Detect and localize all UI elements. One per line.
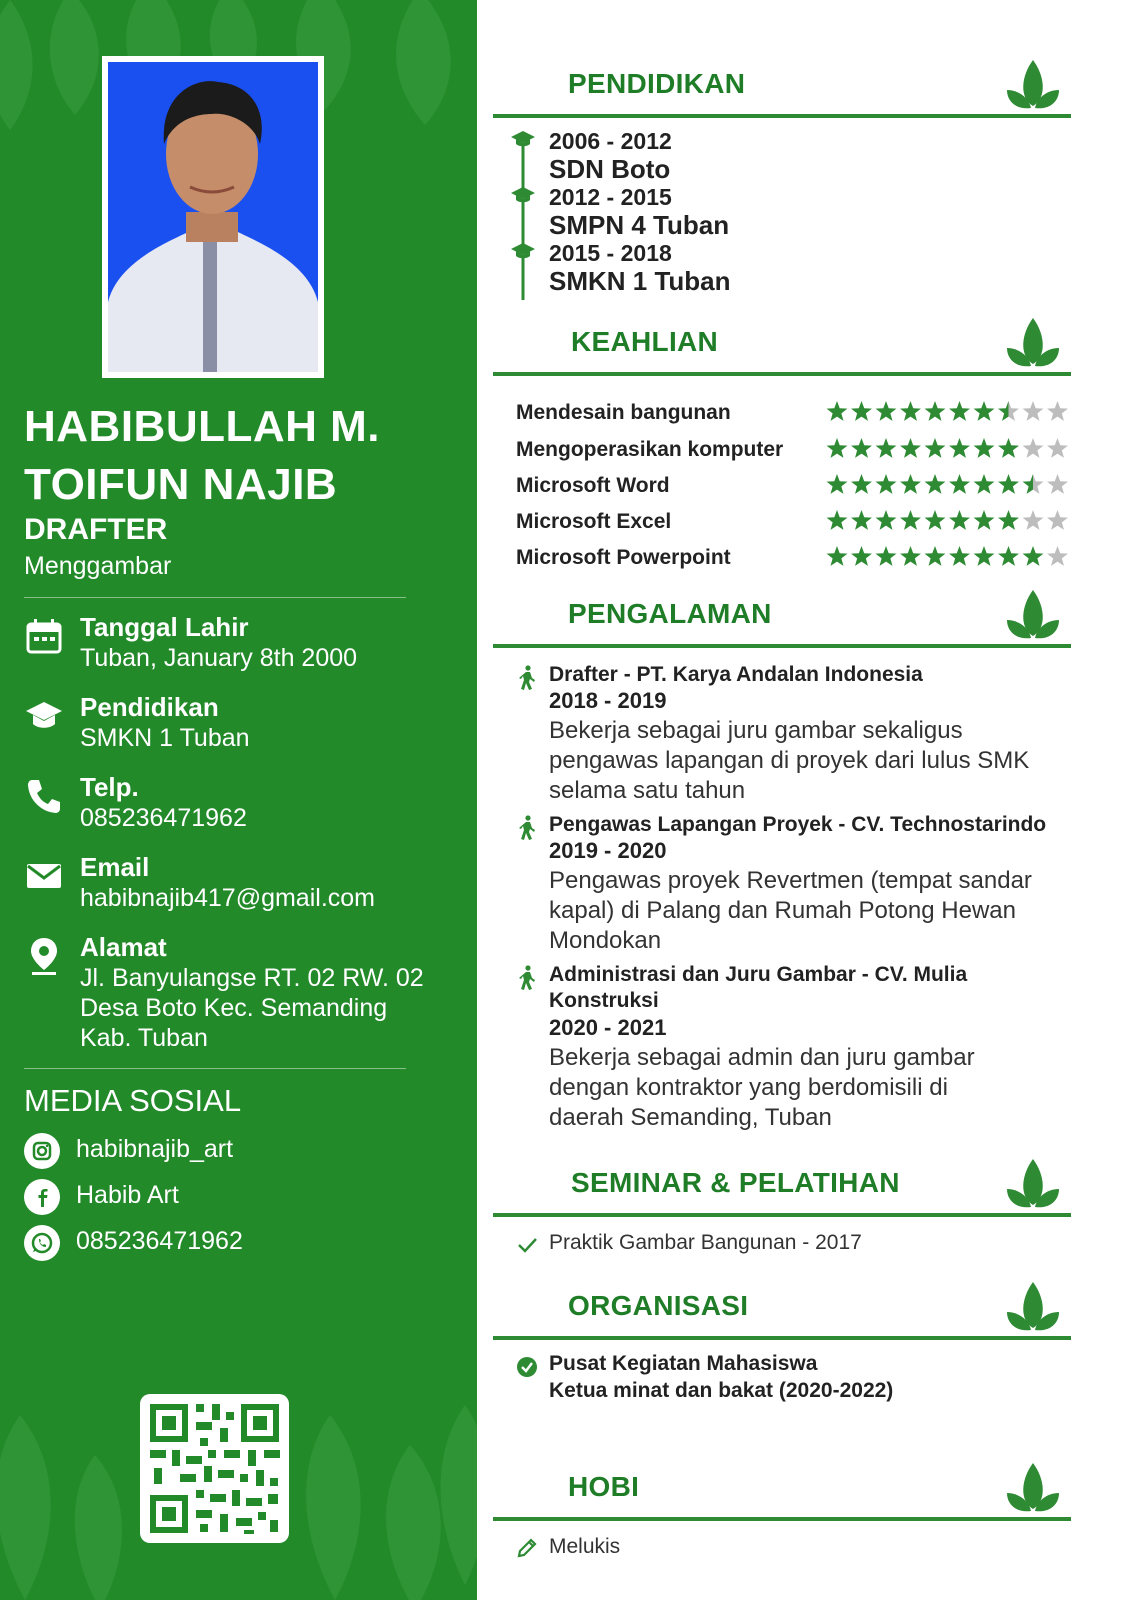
star-filled-icon xyxy=(925,401,946,421)
qr-code-icon xyxy=(140,1394,289,1543)
section-title: KEAHLIAN xyxy=(571,326,719,357)
star-filled-icon xyxy=(974,438,995,458)
star-filled-icon xyxy=(925,510,946,530)
profile-photo-frame xyxy=(102,56,324,378)
experience-title: Pengawas Lapangan Proyek - CV. Technostarindo xyxy=(549,813,1047,836)
graduation-cap-icon xyxy=(510,128,536,188)
star-filled-icon xyxy=(876,474,897,494)
star-filled-icon xyxy=(949,546,970,566)
section-underline xyxy=(493,644,1071,648)
star-half-icon xyxy=(998,401,1019,421)
skill-rating xyxy=(826,507,1071,535)
star-empty-icon xyxy=(1023,401,1044,421)
section-title: ORGANISASI xyxy=(568,1290,749,1321)
skill-name: Microsoft Excel xyxy=(516,510,672,533)
walking-person-icon xyxy=(516,665,538,691)
star-filled-icon xyxy=(851,438,872,458)
experience-years: 2020 - 2021 xyxy=(549,1015,667,1040)
section-title: PENDIDIKAN xyxy=(568,68,746,99)
section-underline xyxy=(493,372,1071,376)
star-filled-icon xyxy=(900,401,921,421)
person-name-line1: HABIBULLAH M. xyxy=(24,402,381,451)
star-half-icon xyxy=(1023,474,1044,494)
sprout-icon xyxy=(1005,586,1061,642)
skill-rating xyxy=(826,471,1071,499)
sprout-icon xyxy=(1005,1278,1061,1334)
profile-photo xyxy=(108,62,318,372)
info-email xyxy=(24,852,444,912)
experience-title: Drafter - PT. Karya Andalan Indonesia xyxy=(549,663,923,686)
info-label: Telp. xyxy=(80,772,139,802)
star-filled-icon xyxy=(998,510,1019,530)
star-empty-icon xyxy=(1023,438,1044,458)
star-filled-icon xyxy=(974,401,995,421)
location-pin-icon xyxy=(24,936,64,976)
experience-description: Bekerja sebagai juru gambar sekaligus pengawas lapangan di proyek dari lulus SMK selama satu tahun xyxy=(549,717,1030,804)
section-header-education xyxy=(493,56,1071,118)
sidebar xyxy=(0,0,477,1600)
education-school: SDN Boto xyxy=(549,154,671,184)
social-text: 085236471962 xyxy=(76,1227,243,1255)
star-filled-icon xyxy=(876,401,897,421)
education-item xyxy=(510,128,910,184)
star-filled-icon xyxy=(1023,546,1044,566)
info-value: habibnajib417@gmail.com xyxy=(80,884,375,912)
info-value: Tuban, January 8th 2000 xyxy=(80,644,358,672)
star-filled-icon xyxy=(827,474,848,494)
social-media-title: MEDIA SOSIAL xyxy=(24,1083,242,1118)
star-filled-icon xyxy=(900,546,921,566)
section-header-seminar xyxy=(493,1155,1071,1217)
star-filled-icon xyxy=(900,438,921,458)
section-title: PENGALAMAN xyxy=(568,598,772,629)
star-filled-icon xyxy=(851,546,872,566)
checkmark-icon xyxy=(516,1233,538,1255)
info-label: Pendidikan xyxy=(80,692,219,722)
phone-icon xyxy=(24,776,64,816)
star-filled-icon xyxy=(827,546,848,566)
education-item xyxy=(510,184,910,240)
divider xyxy=(24,597,406,598)
sprout-icon xyxy=(1005,56,1061,112)
social-whatsapp[interactable] xyxy=(24,1225,324,1265)
person-name xyxy=(24,398,380,514)
info-phone xyxy=(24,772,444,832)
email-icon xyxy=(24,856,64,896)
section-underline xyxy=(493,1213,1071,1217)
education-years: 2012 - 2015 xyxy=(549,184,672,210)
info-label: Alamat xyxy=(80,932,167,962)
experience-years: 2019 - 2020 xyxy=(549,838,667,863)
skill-name: Microsoft Powerpoint xyxy=(516,546,731,569)
section-header-hobby xyxy=(493,1459,1071,1521)
star-filled-icon xyxy=(974,474,995,494)
star-filled-icon xyxy=(949,438,970,458)
instagram-icon xyxy=(24,1133,60,1169)
section-title: HOBI xyxy=(568,1471,640,1502)
job-subtitle: Menggambar xyxy=(24,552,172,580)
star-filled-icon xyxy=(827,510,848,530)
hobby-text: Melukis xyxy=(549,1535,621,1558)
social-facebook[interactable] xyxy=(24,1179,324,1219)
star-filled-icon xyxy=(949,401,970,421)
experience-item xyxy=(516,962,1076,1132)
check-circle-icon xyxy=(516,1356,538,1378)
calendar-icon xyxy=(24,616,64,656)
section-header-skills xyxy=(493,314,1071,376)
education-years: 2006 - 2012 xyxy=(549,128,672,154)
education-school: SMPN 4 Tuban xyxy=(549,210,730,240)
sprout-icon xyxy=(1005,314,1061,370)
star-filled-icon xyxy=(925,438,946,458)
skill-row xyxy=(516,435,1071,465)
star-filled-icon xyxy=(876,510,897,530)
star-filled-icon xyxy=(900,510,921,530)
star-filled-icon xyxy=(851,401,872,421)
star-filled-icon xyxy=(827,438,848,458)
star-filled-icon xyxy=(876,438,897,458)
divider xyxy=(24,1068,406,1069)
star-filled-icon xyxy=(974,546,995,566)
seminar-text: Praktik Gambar Bangunan - 2017 xyxy=(549,1231,862,1254)
qr-code[interactable] xyxy=(140,1394,289,1543)
graduation-cap-icon xyxy=(510,240,536,300)
skill-row xyxy=(516,543,1071,573)
star-empty-icon xyxy=(1047,510,1068,530)
pencil-icon xyxy=(516,1537,538,1559)
experience-description: Pengawas proyek Revertmen (tempat sandar kapal) di Palang dan Rumah Potong Hewan Mondokan xyxy=(549,867,1032,954)
walking-person-icon xyxy=(516,965,538,991)
walking-person-icon xyxy=(516,815,538,841)
skill-row xyxy=(516,398,1071,428)
person-silhouette-icon xyxy=(108,62,318,372)
experience-item xyxy=(516,662,1076,802)
star-empty-icon xyxy=(1023,510,1044,530)
job-title: DRAFTER xyxy=(24,513,168,546)
graduation-cap-icon xyxy=(24,696,64,736)
section-header-organization xyxy=(493,1278,1071,1340)
skill-row xyxy=(516,507,1071,537)
organization-item xyxy=(516,1352,1076,1412)
star-filled-icon xyxy=(925,474,946,494)
section-title: SEMINAR & PELATIHAN xyxy=(571,1167,900,1198)
experience-item xyxy=(516,812,1076,952)
section-header-experience xyxy=(493,586,1071,648)
star-empty-icon xyxy=(1047,546,1068,566)
sprout-icon xyxy=(1005,1155,1061,1211)
star-filled-icon xyxy=(949,510,970,530)
info-value: SMKN 1 Tuban xyxy=(80,724,250,752)
info-birthdate xyxy=(24,612,444,672)
star-filled-icon xyxy=(998,546,1019,566)
facebook-icon xyxy=(24,1179,60,1215)
info-label: Tanggal Lahir xyxy=(80,612,249,642)
star-filled-icon xyxy=(925,546,946,566)
star-filled-icon xyxy=(851,474,872,494)
experience-description: Bekerja sebagai admin dan juru gambar dengan kontraktor yang berdomisili di daerah Semanding, Tuban xyxy=(549,1044,975,1131)
info-label: Email xyxy=(80,852,150,882)
organization-role: Ketua minat dan bakat (2020-2022) xyxy=(549,1379,894,1402)
star-filled-icon xyxy=(974,510,995,530)
sprout-icon xyxy=(1005,1459,1061,1515)
skill-name: Microsoft Word xyxy=(516,474,670,497)
section-underline xyxy=(493,1336,1071,1340)
star-empty-icon xyxy=(1047,401,1068,421)
skill-rating xyxy=(826,435,1071,463)
star-filled-icon xyxy=(851,510,872,530)
social-instagram[interactable] xyxy=(24,1133,324,1173)
education-school: SMKN 1 Tuban xyxy=(549,266,731,296)
info-education xyxy=(24,692,444,752)
experience-title: Administrasi dan Juru Gambar - CV. Mulia Konstruksi xyxy=(549,963,968,1012)
whatsapp-icon xyxy=(24,1225,60,1261)
social-text: habibnajib_art xyxy=(76,1135,234,1163)
experience-years: 2018 - 2019 xyxy=(549,688,667,713)
star-filled-icon xyxy=(998,474,1019,494)
star-filled-icon xyxy=(876,546,897,566)
star-filled-icon xyxy=(900,474,921,494)
skill-name: Mendesain bangunan xyxy=(516,401,731,424)
education-item xyxy=(510,240,910,300)
organization-name: Pusat Kegiatan Mahasiswa xyxy=(549,1352,818,1375)
seminar-item xyxy=(516,1229,1076,1259)
skill-rating xyxy=(826,398,1071,426)
person-name-line2: TOIFUN NAJIB xyxy=(24,460,338,509)
section-underline xyxy=(493,1517,1071,1521)
info-address xyxy=(24,932,444,1052)
star-filled-icon xyxy=(949,474,970,494)
skill-rating xyxy=(826,543,1071,571)
skill-row xyxy=(516,471,1071,501)
star-empty-icon xyxy=(1047,474,1068,494)
info-value: 085236471962 xyxy=(80,804,247,832)
star-filled-icon xyxy=(998,438,1019,458)
info-value: Jl. Banyulangse RT. 02 RW. 02 Desa Boto Kec. Semanding Kab. Tuban xyxy=(80,964,424,1052)
social-text: Habib Art xyxy=(76,1181,179,1209)
star-filled-icon xyxy=(827,401,848,421)
education-years: 2015 - 2018 xyxy=(549,240,672,266)
star-empty-icon xyxy=(1047,438,1068,458)
section-underline xyxy=(493,114,1071,118)
skill-name: Mengoperasikan komputer xyxy=(516,438,784,461)
graduation-cap-icon xyxy=(510,184,536,244)
hobby-item xyxy=(516,1533,1076,1563)
